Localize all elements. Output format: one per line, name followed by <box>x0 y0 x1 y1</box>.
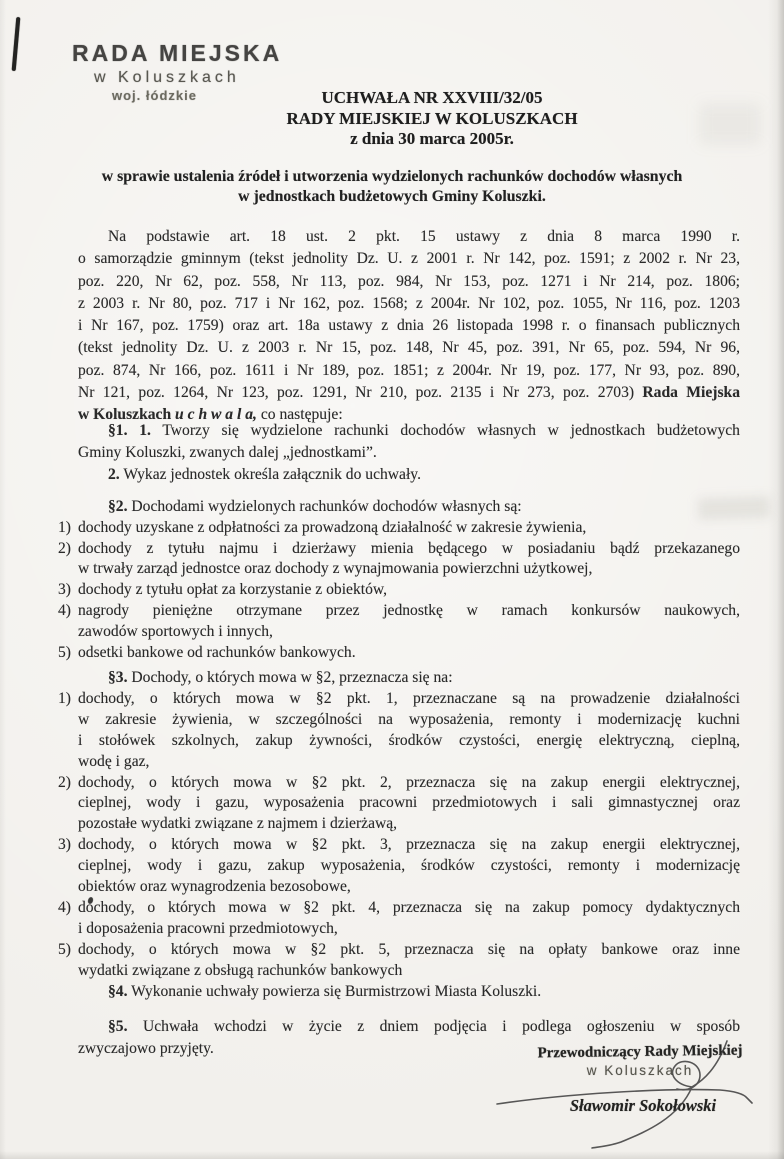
list-number: 3) <box>58 581 71 599</box>
text-segment: dochody, o których mowa w §2 pkt. 1, przeznaczane są na prowadzenie działalności <box>78 689 740 707</box>
text-segment: dochody uzyskane z odpłatności za prowadzoną działalność w zakresie żywienia, <box>78 518 587 536</box>
text-segment: Uchwała wchodzi w życie z dniem podjęcia i podlega ogłoszeniu w sposób <box>127 1018 740 1035</box>
text-segment: Wykaz jednostek określa załącznik do uchwały. <box>119 466 421 483</box>
text-line <box>58 689 740 710</box>
signatory-name: Sławomir Sokołowski <box>569 1096 717 1115</box>
text-line <box>58 668 740 689</box>
text-line <box>58 382 740 404</box>
text-segment: nagrody pieniężne otrzymane przez jednostkę w ramach konkursów naukowych, <box>78 601 740 619</box>
text-line <box>58 601 740 622</box>
text-segment: Dochodami wydzielonych rachunków dochodów własnych są: <box>127 498 522 515</box>
text-line <box>58 464 740 486</box>
section-3 <box>58 668 740 982</box>
text-line <box>58 315 740 337</box>
section-1 <box>58 420 740 486</box>
text-segment: obiektów oraz wynagrodzenia bezosobowe, <box>78 878 351 896</box>
text-segment: wodę i gaz, <box>78 752 150 770</box>
list-number: 2) <box>58 539 71 557</box>
text-line <box>58 919 740 940</box>
text-segment: w Koluszkach <box>78 406 176 424</box>
text-line <box>58 497 740 518</box>
text-segment: Rada Miejska <box>642 384 740 402</box>
list-number: 4) <box>58 601 71 619</box>
text-segment: dochody z tytułu opłat za korzystanie z obiektów, <box>78 581 388 599</box>
text-line <box>58 337 740 359</box>
text-segment: §5. <box>108 1018 128 1035</box>
text-line <box>58 442 740 464</box>
text-segment: i Nr 167, poz. 1759) oraz art. 18a ustawy z dnia 26 listopada 1998 r. o finansach publicznych <box>78 317 740 335</box>
text-segment: w zakresie żywienia, w szczególności na wyposażenia, remonty i modernizację kuchni <box>78 710 740 728</box>
text-segment: Tworzy się wydzielone rachunki dochodów własnych w jednostkach budżetowych <box>150 422 740 439</box>
signature-diagonal-stroke <box>592 1041 727 1148</box>
list-number: 2) <box>58 773 71 791</box>
text-segment: poz. 220, Nr 62, poz. 558, Nr 113, poz. 984, Nr 153, poz. 1271 i Nr 214, poz. 1806; <box>78 272 740 290</box>
text-segment: Nr 121, poz. 1264, Nr 123, poz. 1291, Nr 210, poz. 2135 i Nr 273, poz. 2703) <box>78 384 643 402</box>
text-segment: §4. <box>108 983 128 1000</box>
text-segment: Na podstawie art. 18 ust. 2 pkt. 15 ustawy z dnia 8 marca 1990 r. <box>108 228 740 245</box>
text-segment: §2. <box>108 498 128 515</box>
text-segment: (tekst jednolity Dz. U. z 2003 r. Nr 15, poz. 148, Nr 45, poz. 391, Nr 65, poz. 594, Nr 96, <box>78 339 740 357</box>
text-segment: Dochody, o których mowa w §2, przeznacza się na: <box>127 669 453 686</box>
stamp-voivodeship: woj. łódzkie <box>112 88 197 103</box>
text-line <box>58 580 740 601</box>
text-segment: co następuje: <box>256 406 343 424</box>
list-number: 5) <box>58 940 71 958</box>
list-number: 4) <box>58 898 71 916</box>
text-line <box>58 226 740 248</box>
text-line <box>58 539 740 560</box>
stamp-town: w Koluszkach <box>94 69 240 86</box>
text-line <box>58 643 740 664</box>
text-line <box>58 559 740 580</box>
text-line <box>58 961 740 982</box>
text-segment: §1. 1. <box>108 422 151 439</box>
text-line <box>58 710 740 731</box>
handwritten-signature <box>480 1028 784 1159</box>
text-segment: 2. <box>108 466 120 483</box>
signature-loop <box>673 1061 700 1089</box>
text-segment: zawodów sportowych i innych, <box>78 622 273 640</box>
text-segment: §3. <box>108 669 128 686</box>
preamble <box>58 226 740 427</box>
text-line <box>58 360 740 382</box>
list-number: 3) <box>58 836 71 854</box>
text-segment: Wykonanie uchwały powierza się Burmistrzowi Miasta Koluszki. <box>127 983 542 1000</box>
text-line <box>58 271 740 293</box>
title-line-number: UCHWAŁA NR XXVIII/32/05 <box>321 88 543 107</box>
text-line <box>58 814 740 835</box>
text-line <box>58 793 740 814</box>
text-segment: zwyczajowo przyjęty. <box>78 1040 214 1057</box>
list-number: 1) <box>58 689 71 707</box>
text-segment: dochody z tytułu najmu i dzierżawy mienia będącego w posiadaniu bądź przekazanego <box>78 539 740 557</box>
text-segment: o samorządzie gminnym (tekst jednolity Dz. U. z 2001 r. Nr 142, poz. 1591; z 2002 r. Nr 23, <box>78 250 740 268</box>
signature-underline-stroke <box>497 1090 752 1104</box>
section-2 <box>58 497 740 663</box>
text-segment: i doposażenia pracowni przedmiotowych, <box>78 919 338 937</box>
text-line <box>58 752 740 773</box>
text-line <box>58 248 740 270</box>
text-line <box>58 773 740 794</box>
title-line-date: z dnia 30 marca 2005r. <box>350 129 514 148</box>
text-segment: cieplnej, wody i gazu, wyposażenia pracowni przedmiotowych i sali gimnastycznej oraz <box>78 794 740 812</box>
section-4 <box>58 981 740 1003</box>
text-segment: w trwały zarząd jednostce oraz dochody z wynajmowania powierzchni użytkowej, <box>78 560 593 578</box>
text-segment: pozostałe wydatki związane z najmem i dzierżawą, <box>78 815 398 833</box>
title-line-council: RADY MIEJSKIEJ W KOLUSZKACH <box>286 108 578 128</box>
text-line <box>58 981 740 1003</box>
text-line <box>58 420 740 442</box>
text-segment: dochody, o których mowa w §2 pkt. 3, przeznacza się na zakup energii elektrycznej, <box>78 836 740 854</box>
text-line <box>58 518 740 539</box>
text-segment: dochody, o których mowa w §2 pkt. 5, przeznacza się na opłaty bankowe oraz inne <box>78 940 740 958</box>
subject-line: w jednostkach budżetowych Gminy Koluszki. <box>238 187 546 205</box>
text-segment: odsetki bankowe od rachunków bankowych. <box>78 643 356 661</box>
text-line <box>58 940 740 961</box>
signature-role-town: w Koluszkach <box>586 1063 694 1078</box>
text-line <box>58 731 740 752</box>
text-segment: Gminy Koluszki, zwanych dalej „jednostkami”. <box>78 444 377 461</box>
text-segment: cieplnej, wody i gazu, zakup wyposażenia, środków czystości, remonty i modernizację <box>78 857 740 875</box>
text-segment: dochody, o których mowa w §2 pkt. 4, przeznacza się na zakup pomocy dydaktycznych <box>78 898 740 916</box>
text-line <box>58 898 740 919</box>
text-segment: dochody, o których mowa w §2 pkt. 2, przeznacza się na zakup energii elektrycznej, <box>78 773 740 791</box>
text-segment: wydatki związane z obsługą rachunków bankowych <box>78 961 403 979</box>
stamp-org-name: RADA MIEJSKA <box>72 40 283 66</box>
text-segment: i stołówek szkolnych, zakup żywności, środków czystości, energię elektryczną, cieplną, <box>78 731 740 749</box>
text-line <box>58 293 740 315</box>
text-line <box>58 856 740 877</box>
subject-line: w sprawie ustalenia źródeł i utworzenia wydzielonych rachunków dochodów własnych <box>101 168 683 185</box>
text-line <box>58 835 740 856</box>
text-segment: poz. 874, Nr 166, poz. 1611 i Nr 189, poz. 1851; z 2004r. Nr 19, poz. 177, Nr 93, poz. 890, <box>78 361 740 379</box>
text-segment: z 2003 r. Nr 80, poz. 717 i Nr 162, poz. 1568; z 2004r. Nr 102, poz. 1055, Nr 116, poz. 1203 <box>78 294 740 312</box>
signature-role-title: Przewodniczący Rady Miejskiej <box>537 1042 743 1062</box>
text-line <box>58 877 740 898</box>
list-number: 1) <box>58 518 71 536</box>
text-line <box>58 622 740 643</box>
list-number: 5) <box>58 643 71 661</box>
text-segment: u c h w a l a, <box>175 406 257 424</box>
